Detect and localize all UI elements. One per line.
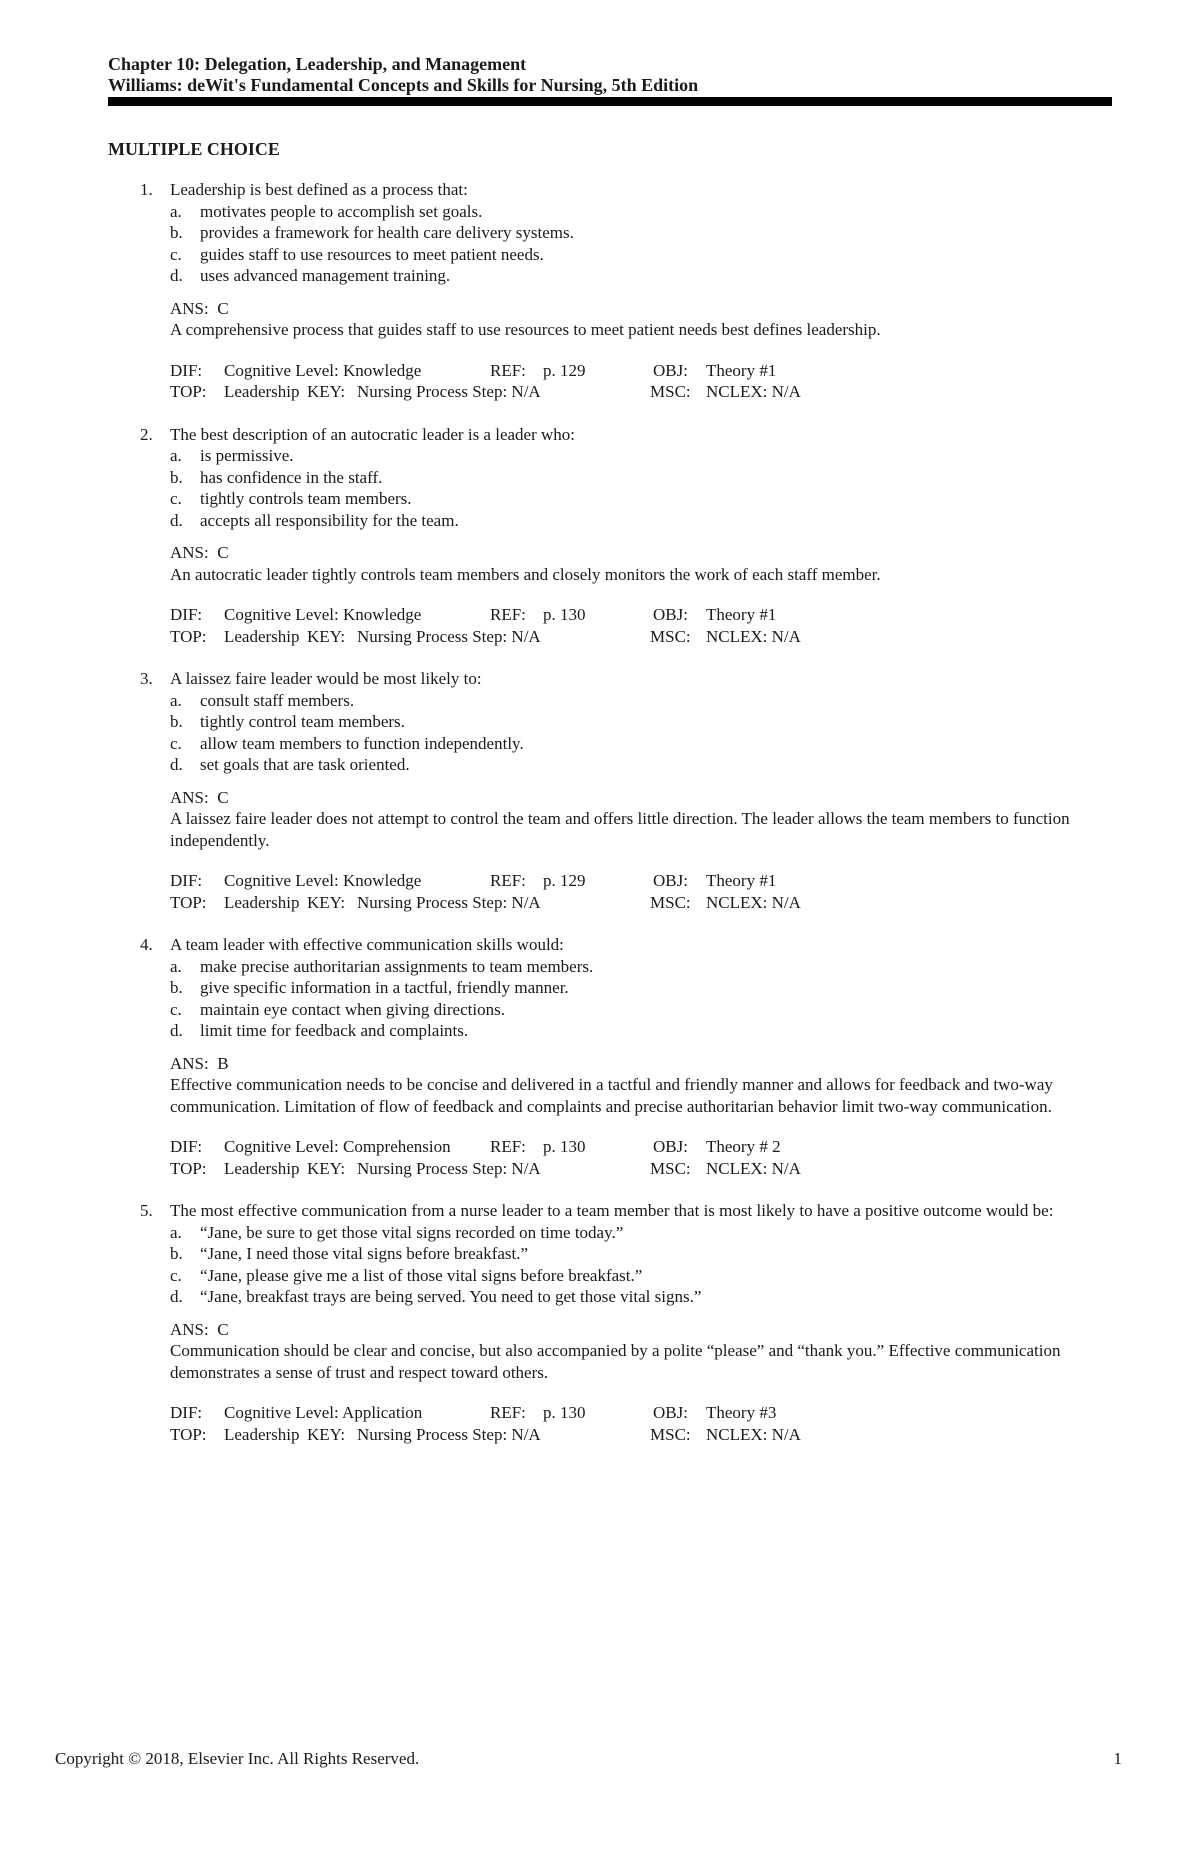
obj-label: OBJ: bbox=[653, 360, 688, 380]
metadata-row bbox=[170, 892, 1200, 914]
difficulty-value: Cognitive Level: Comprehension bbox=[224, 1137, 451, 1156]
option-letter: d. bbox=[170, 1287, 183, 1306]
metadata-row bbox=[170, 1402, 1200, 1424]
option-letter: a. bbox=[170, 201, 182, 221]
reference-value: p. 130 bbox=[543, 605, 586, 624]
option-letter: c. bbox=[170, 1265, 182, 1285]
question-number: 3. bbox=[140, 669, 153, 688]
option-text: “Jane, breakfast trays are being served. You need to get those vital signs.” bbox=[200, 1287, 702, 1306]
top-label: TOP: bbox=[170, 382, 207, 401]
difficulty-value: Cognitive Level: Application bbox=[224, 1403, 423, 1422]
option-text: allow team members to function independently. bbox=[200, 733, 524, 753]
reference-value: p. 129 bbox=[543, 871, 586, 890]
key-label: KEY: bbox=[307, 1424, 346, 1444]
option-letter: a. bbox=[170, 1222, 182, 1242]
answer-line bbox=[170, 1319, 1200, 1341]
question-number: 1. bbox=[140, 180, 153, 199]
msc-value: NCLEX: N/A bbox=[706, 1424, 801, 1444]
answer-line bbox=[170, 1053, 1200, 1075]
topic-value: Leadership bbox=[224, 1158, 300, 1178]
msc-label: MSC: bbox=[650, 626, 691, 646]
question-stem: The best description of an autocratic leader is a leader who: bbox=[170, 424, 575, 444]
question-metadata bbox=[170, 1402, 1200, 1445]
option-letter: c. bbox=[170, 489, 182, 508]
option-text: tightly controls team members. bbox=[200, 489, 412, 508]
metadata-row bbox=[170, 626, 1200, 648]
question-item bbox=[0, 424, 1200, 648]
option-letter: d. bbox=[170, 266, 183, 285]
answer-option bbox=[170, 956, 1200, 978]
metadata-row bbox=[170, 1136, 1200, 1158]
key-value: Nursing Process Step: N/A bbox=[357, 892, 541, 912]
answer-option bbox=[170, 201, 1200, 223]
question-metadata bbox=[170, 604, 1200, 647]
answer-rationale: Communication should be clear and concise, but also accompanied by a polite “please” and “thank you.” Effective communication demonstrates a sense of trust and respect toward others. bbox=[170, 1341, 1061, 1382]
option-text: “Jane, please give me a list of those vital signs before breakfast.” bbox=[200, 1265, 643, 1285]
answer-option bbox=[170, 445, 1200, 467]
option-letter: c. bbox=[170, 244, 182, 264]
reference-value: p. 130 bbox=[543, 1403, 586, 1422]
obj-label: OBJ: bbox=[653, 1403, 688, 1422]
metadata-row bbox=[170, 604, 1200, 626]
question-stem: A laissez faire leader would be most likely to: bbox=[170, 669, 482, 688]
question-item bbox=[0, 934, 1200, 1179]
key-label: KEY: bbox=[307, 382, 346, 401]
ref-label: REF: bbox=[490, 1403, 526, 1422]
metadata-row bbox=[170, 381, 1200, 403]
top-label: TOP: bbox=[170, 1158, 207, 1178]
page-number: 1 bbox=[1113, 1749, 1122, 1768]
metadata-row bbox=[170, 1158, 1200, 1180]
option-text: has confidence in the staff. bbox=[200, 467, 383, 487]
answer-rationale: A laissez faire leader does not attempt to control the team and offers little direction. The leader allows the team members to function independently. bbox=[170, 809, 1070, 850]
objective-value: Theory #1 bbox=[706, 605, 777, 624]
difficulty-value: Cognitive Level: Knowledge bbox=[224, 360, 422, 380]
answer-label: ANS: bbox=[170, 543, 209, 562]
option-text: set goals that are task oriented. bbox=[200, 755, 410, 774]
msc-label: MSC: bbox=[650, 1424, 691, 1444]
topic-value: Leadership bbox=[224, 626, 300, 646]
answer-line bbox=[170, 298, 1200, 320]
objective-value: Theory #3 bbox=[706, 1403, 777, 1422]
answer-key: C bbox=[217, 787, 229, 807]
topic-value: Leadership bbox=[224, 1424, 300, 1444]
option-letter: b. bbox=[170, 223, 183, 242]
msc-label: MSC: bbox=[650, 1158, 691, 1178]
answer-label: ANS: bbox=[170, 1053, 209, 1073]
question-number: 5. bbox=[140, 1201, 153, 1220]
answer-label: ANS: bbox=[170, 1319, 209, 1339]
option-letter: d. bbox=[170, 510, 183, 530]
dif-label: DIF: bbox=[170, 605, 203, 624]
section-title: MULTIPLE CHOICE bbox=[108, 139, 280, 159]
option-letter: a. bbox=[170, 956, 182, 976]
option-letter: b. bbox=[170, 467, 183, 487]
ref-label: REF: bbox=[490, 871, 526, 890]
question-metadata bbox=[170, 1136, 1200, 1179]
option-letter: b. bbox=[170, 712, 183, 731]
option-text: guides staff to use resources to meet patient needs. bbox=[200, 244, 544, 264]
question-stem: Leadership is best defined as a process that: bbox=[170, 180, 468, 199]
answer-option bbox=[170, 733, 1200, 755]
question-number: 4. bbox=[140, 935, 153, 954]
answer-option bbox=[170, 711, 1200, 733]
answer-rationale: Effective communication needs to be concise and delivered in a tactful and friendly manner and allows for feedback and two-way communication. Limitation of flow of feedback and complaints and precise authoritarian behavior limit two-way communication. bbox=[170, 1075, 1053, 1116]
option-text: limit time for feedback and complaints. bbox=[200, 1021, 469, 1040]
question-number: 2. bbox=[140, 424, 153, 444]
reference-value: p. 130 bbox=[543, 1137, 586, 1156]
question-item bbox=[0, 668, 1200, 913]
msc-value: NCLEX: N/A bbox=[706, 892, 801, 912]
option-text: motivates people to accomplish set goals. bbox=[200, 201, 483, 221]
option-text: provides a framework for health care delivery systems. bbox=[200, 223, 574, 242]
page-footer bbox=[55, 1749, 1122, 1769]
question-metadata bbox=[170, 360, 1200, 403]
difficulty-value: Cognitive Level: Knowledge bbox=[224, 605, 422, 624]
option-text: consult staff members. bbox=[200, 690, 355, 710]
answer-option bbox=[170, 1243, 1200, 1265]
answer-option bbox=[170, 1286, 1200, 1308]
question-stem: A team leader with effective communication skills would: bbox=[170, 935, 564, 954]
answer-option bbox=[170, 467, 1200, 489]
ref-label: REF: bbox=[490, 360, 526, 380]
objective-value: Theory # 2 bbox=[706, 1137, 781, 1156]
difficulty-value: Cognitive Level: Knowledge bbox=[224, 871, 422, 890]
question-item bbox=[0, 1200, 1200, 1445]
header-rule bbox=[108, 97, 1112, 106]
option-text: maintain eye contact when giving directions. bbox=[200, 999, 505, 1019]
key-value: Nursing Process Step: N/A bbox=[357, 626, 541, 646]
answer-option bbox=[170, 510, 1200, 532]
option-text: “Jane, I need those vital signs before breakfast.” bbox=[200, 1244, 529, 1263]
answer-key: C bbox=[217, 298, 229, 318]
key-label: KEY: bbox=[307, 626, 346, 646]
answer-option bbox=[170, 754, 1200, 776]
question-metadata bbox=[170, 870, 1200, 913]
dif-label: DIF: bbox=[170, 871, 203, 890]
answer-key: C bbox=[217, 543, 229, 562]
option-letter: a. bbox=[170, 446, 182, 465]
answer-option bbox=[170, 1265, 1200, 1287]
option-text: accepts all responsibility for the team. bbox=[200, 510, 459, 530]
option-letter: a. bbox=[170, 690, 182, 710]
option-letter: c. bbox=[170, 733, 182, 753]
key-value: Nursing Process Step: N/A bbox=[357, 1424, 541, 1444]
top-label: TOP: bbox=[170, 626, 207, 646]
option-letter: d. bbox=[170, 755, 183, 774]
question-item bbox=[0, 179, 1200, 403]
answer-option bbox=[170, 1222, 1200, 1244]
msc-value: NCLEX: N/A bbox=[706, 382, 801, 401]
answer-rationale: A comprehensive process that guides staff to use resources to meet patient needs best defines leadership. bbox=[170, 320, 881, 339]
answer-option bbox=[170, 977, 1200, 999]
option-text: uses advanced management training. bbox=[200, 266, 451, 285]
question-list bbox=[0, 179, 1200, 1466]
obj-label: OBJ: bbox=[653, 1137, 688, 1156]
answer-line bbox=[170, 787, 1200, 809]
msc-value: NCLEX: N/A bbox=[706, 1158, 801, 1178]
answer-option bbox=[170, 265, 1200, 287]
answer-label: ANS: bbox=[170, 787, 209, 807]
msc-label: MSC: bbox=[650, 892, 691, 912]
ref-label: REF: bbox=[490, 605, 526, 624]
reference-value: p. 129 bbox=[543, 360, 586, 380]
option-text: make precise authoritarian assignments to team members. bbox=[200, 956, 594, 976]
dif-label: DIF: bbox=[170, 1137, 203, 1156]
metadata-row bbox=[170, 1424, 1200, 1446]
msc-value: NCLEX: N/A bbox=[706, 626, 801, 646]
copyright-notice: Copyright © 2018, Elsevier Inc. All Rights Reserved. bbox=[55, 1749, 420, 1768]
obj-label: OBJ: bbox=[653, 871, 688, 890]
msc-label: MSC: bbox=[650, 382, 691, 401]
key-label: KEY: bbox=[307, 892, 346, 912]
answer-option bbox=[170, 690, 1200, 712]
option-text: “Jane, be sure to get those vital signs recorded on time today.” bbox=[200, 1222, 624, 1242]
option-letter: b. bbox=[170, 1244, 183, 1263]
option-text: is permissive. bbox=[200, 446, 294, 465]
top-label: TOP: bbox=[170, 1424, 207, 1444]
objective-value: Theory #1 bbox=[706, 871, 777, 890]
option-text: tightly control team members. bbox=[200, 712, 405, 731]
option-letter: d. bbox=[170, 1021, 183, 1040]
answer-option bbox=[170, 488, 1200, 510]
ref-label: REF: bbox=[490, 1137, 526, 1156]
dif-label: DIF: bbox=[170, 360, 203, 380]
metadata-row bbox=[170, 360, 1200, 382]
option-letter: b. bbox=[170, 978, 183, 997]
answer-line bbox=[170, 542, 1200, 564]
document-header bbox=[108, 54, 698, 96]
book-title: Williams: deWit's Fundamental Concepts and Skills for Nursing, 5th Edition bbox=[108, 75, 699, 95]
option-letter: c. bbox=[170, 999, 182, 1019]
answer-option bbox=[170, 999, 1200, 1021]
answer-option bbox=[170, 1020, 1200, 1042]
question-stem: The most effective communication from a nurse leader to a team member that is most likely to have a positive outcome would be: bbox=[170, 1201, 1054, 1220]
answer-option bbox=[170, 222, 1200, 244]
option-text: give specific information in a tactful, friendly manner. bbox=[200, 978, 569, 997]
objective-value: Theory #1 bbox=[706, 360, 777, 380]
answer-option bbox=[170, 244, 1200, 266]
topic-value: Leadership bbox=[224, 892, 300, 912]
metadata-row bbox=[170, 870, 1200, 892]
answer-label: ANS: bbox=[170, 298, 209, 318]
dif-label: DIF: bbox=[170, 1403, 203, 1422]
answer-key: B bbox=[217, 1053, 229, 1073]
key-value: Nursing Process Step: N/A bbox=[357, 1158, 541, 1178]
answer-key: C bbox=[217, 1319, 229, 1339]
top-label: TOP: bbox=[170, 892, 207, 912]
answer-rationale: An autocratic leader tightly controls team members and closely monitors the work of each staff member. bbox=[170, 564, 881, 584]
obj-label: OBJ: bbox=[653, 605, 688, 624]
key-label: KEY: bbox=[307, 1158, 346, 1178]
topic-value: Leadership bbox=[224, 382, 300, 401]
chapter-title: Chapter 10: Delegation, Leadership, and Management bbox=[108, 54, 527, 74]
key-value: Nursing Process Step: N/A bbox=[357, 382, 541, 401]
